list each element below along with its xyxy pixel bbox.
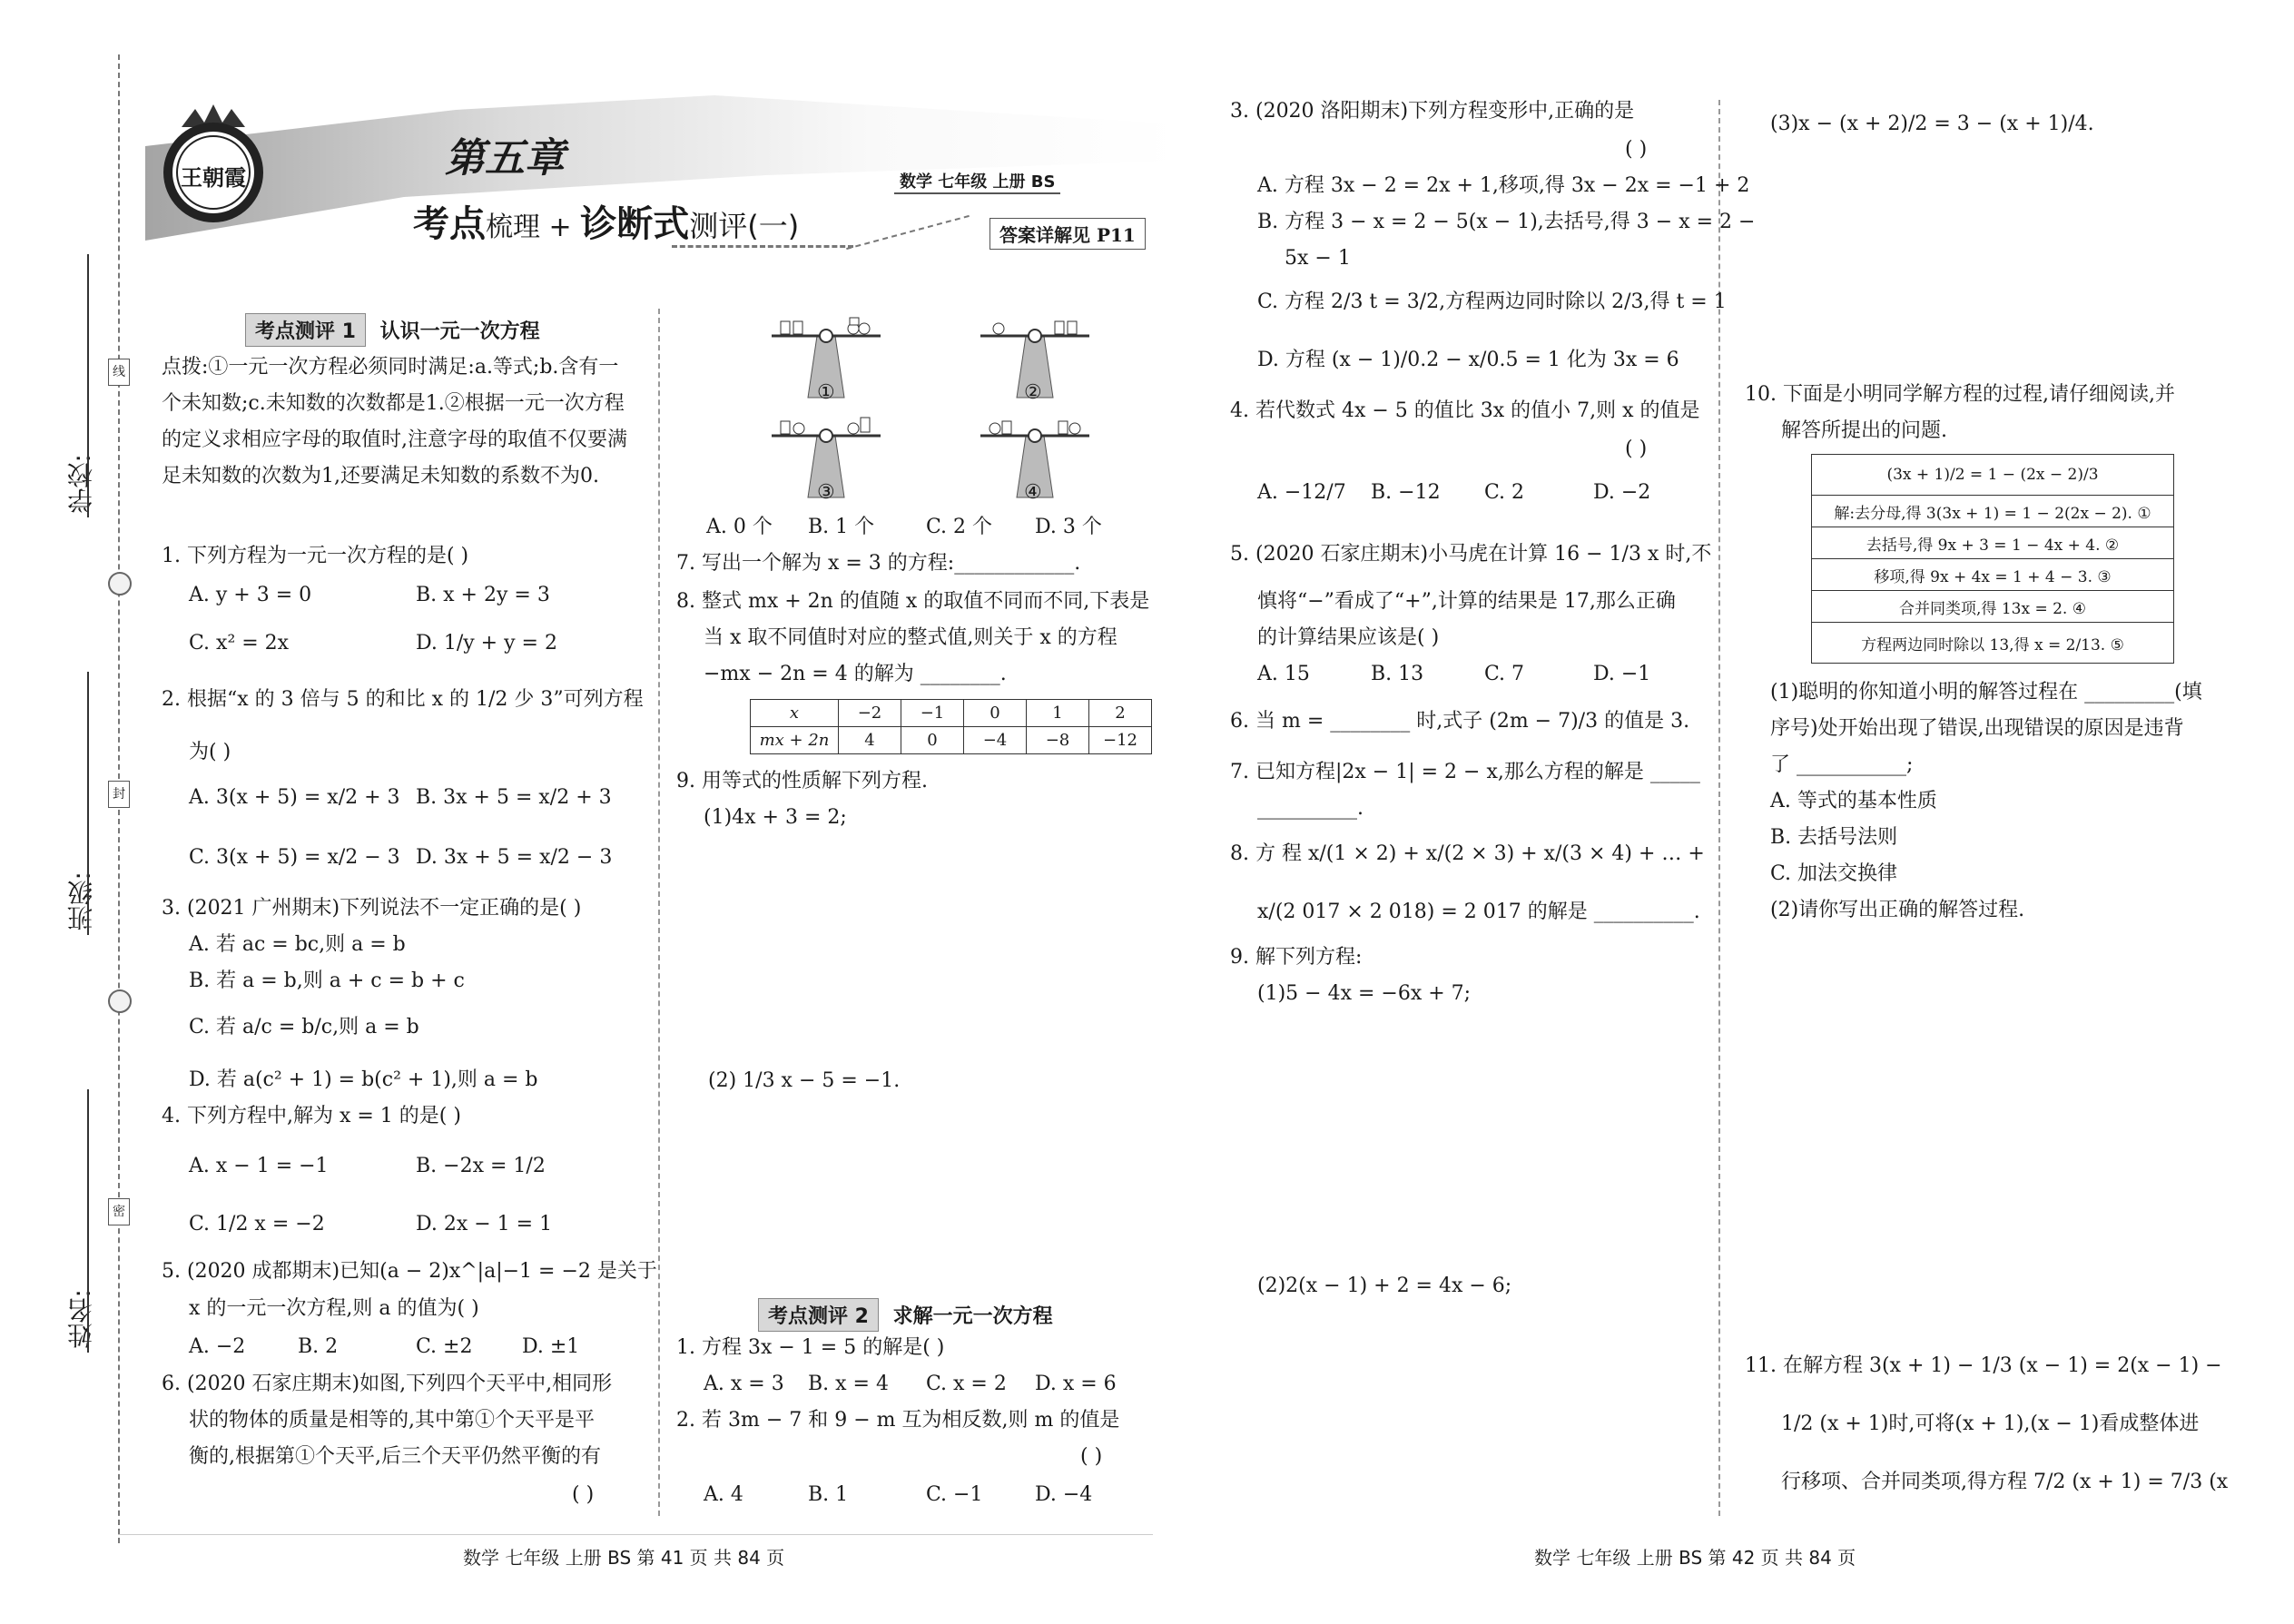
table-row <box>1812 527 2174 559</box>
question-7-cont: __________. <box>1257 797 1364 820</box>
section-tag: 考点测评 1 <box>245 313 366 347</box>
s2-q1-option-a[interactable]: A. x = 3 <box>704 1373 784 1395</box>
section-title: 认识一元一次方程 <box>379 320 540 343</box>
q1-option-a[interactable]: A. y + 3 = 0 <box>189 584 312 606</box>
q2-option-d[interactable]: D. 3x + 5 = x/2 − 3 <box>416 846 613 869</box>
table-cell: −12 <box>1089 727 1152 754</box>
name-label: 姓名: <box>66 1289 96 1349</box>
question-3: 3. (2020 洛阳期末)下列方程变形中,正确的是 <box>1230 100 1635 123</box>
q5-option-c[interactable]: C. 7 <box>1484 663 1525 685</box>
q1-option-d[interactable]: D. 1/y + y = 2 <box>416 632 557 655</box>
footer-right: 数学 七年级 上册 BS 第 42 页 共 84 页 <box>1534 1547 1856 1569</box>
s2-q2-option-c[interactable]: C. −1 <box>926 1483 983 1506</box>
question-6: 6. (2020 石家庄期末)如图,下列四个天平中,相同形 <box>162 1373 613 1395</box>
question-9-part-2: (2) 1/3 x − 5 = −1. <box>708 1069 901 1092</box>
question-10-part-2: (2)请你写出正确的解答过程. <box>1770 899 2025 921</box>
question-5: 5. (2020 石家庄期末)小马虎在计算 16 − 1/3 x 时,不 <box>1230 543 1712 566</box>
question-9-part-2: (2)2(x − 1) + 2 = 4x − 6; <box>1257 1275 1512 1297</box>
section-title: 求解一元一次方程 <box>892 1305 1053 1328</box>
question-9-part-3: (3)x − (x + 2)/2 = 3 − (x + 1)/4. <box>1770 113 2094 135</box>
q3-option-b[interactable]: B. 若 a = b,则 a + c = b + c <box>189 969 465 992</box>
q5-option-a[interactable]: A. 15 <box>1257 663 1310 685</box>
question-6-answer-paren: ( ) <box>572 1483 595 1506</box>
step-cell: 解:去分母,得 3(3x + 1) = 1 − 2(2x − 2). ① <box>1812 496 2174 527</box>
question-5-cont: x 的一元一次方程,则 a 的值为( ) <box>189 1297 479 1320</box>
table-cell: 0 <box>901 727 964 754</box>
question-4-paren: ( ) <box>1625 438 1648 460</box>
footer-rule <box>118 1534 1153 1535</box>
q4-option-a[interactable]: A. x − 1 = −1 <box>189 1155 329 1177</box>
q4-option-c[interactable]: C. 2 <box>1484 481 1525 504</box>
s2-q1-option-d[interactable]: D. x = 6 <box>1035 1373 1117 1395</box>
binding-hole-icon <box>108 572 132 595</box>
question-9: 9. 用等式的性质解下列方程. <box>676 770 928 792</box>
table-header-cell: 2 <box>1089 700 1152 727</box>
question-10: 10. 下面是小明同学解方程的过程,请仔细阅读,并 <box>1745 383 2175 406</box>
chapter-title: 第五章 <box>445 135 565 182</box>
title-connector <box>846 215 970 250</box>
step-cell: 去括号,得 9x + 3 = 1 − 4x + 4. ② <box>1812 527 2174 559</box>
answer-space[interactable] <box>1770 935 2242 1316</box>
question-10-part-1: (1)聪明的你知道小明的解答过程在 _________(填 <box>1770 681 2202 704</box>
question-8: 8. 整式 mx + 2n 的值随 x 的取值不同而不同,下表是 <box>676 590 1150 613</box>
table-cell: −8 <box>1027 727 1089 754</box>
question-9-part-1: (1)5 − 4x = −6x + 7; <box>1257 982 1472 1005</box>
question-7: 7. 已知方程|2x − 1| = 2 − x,那么方程的解是 _____ <box>1230 761 1700 783</box>
q3-option-c[interactable]: C. 方程 2/3 t = 3/2,方程两边同时除以 2/3,得 t = 1 <box>1257 290 1727 313</box>
s2-q2-option-a[interactable]: A. 4 <box>704 1483 743 1506</box>
step-cell: 移项,得 9x + 4x = 1 + 4 − 3. ③ <box>1812 559 2174 591</box>
q4-option-d[interactable]: D. −2 <box>1593 481 1651 504</box>
table-header-cell: x <box>751 700 839 727</box>
scale-label-2: ② <box>1024 381 1042 404</box>
answer-space[interactable] <box>704 844 1139 1062</box>
seal-mark-2: 封 <box>108 781 130 808</box>
footer-left: 数学 七年级 上册 BS 第 41 页 共 84 页 <box>463 1547 785 1569</box>
question-4: 4. 下列方程中,解为 x = 1 的是( ) <box>162 1105 461 1127</box>
step-cell: 合并同类项,得 13x = 2. ④ <box>1812 591 2174 623</box>
question-10-part-1-line-3: 了 ___________; <box>1770 753 1914 776</box>
q6-option-a[interactable]: A. 0 个 <box>706 516 773 538</box>
q10-option-c[interactable]: C. 加法交换律 <box>1770 862 1898 885</box>
step-cell: 方程两边同时除以 13,得 x = 2/13. ⑤ <box>1812 623 2174 664</box>
q3-option-b[interactable]: B. 方程 3 − x = 2 − 5(x − 1),去括号,得 3 − x = 2 − <box>1257 211 1756 233</box>
q2-option-a[interactable]: A. 3(x + 5) = x/2 + 3 <box>189 786 400 809</box>
binding-hole-icon <box>108 989 132 1013</box>
q3-option-d[interactable]: D. 若 a(c² + 1) = b(c² + 1),则 a = b <box>189 1068 538 1091</box>
q3-option-a[interactable]: A. 若 ac = bc,则 a = b <box>189 933 406 956</box>
question-2: 2. 根据“x 的 3 倍与 5 的和比 x 的 1/2 少 3”可列方程 <box>162 688 644 711</box>
table-row <box>1812 559 2174 591</box>
answer-reference: 答案详解见 P11 <box>989 218 1146 250</box>
page-title: 考点梳理 + 诊断式测评(一) <box>413 203 800 245</box>
seal-mark-3: 密 <box>108 1198 130 1225</box>
q5-option-b[interactable]: B. 2 <box>298 1335 339 1358</box>
question-11: 11. 在解方程 3(x + 1) − 1/3 (x − 1) = 2(x − 1) − <box>1745 1354 2222 1377</box>
q6-option-d[interactable]: D. 3 个 <box>1035 516 1102 538</box>
school-field[interactable] <box>87 254 89 517</box>
logo <box>154 100 272 227</box>
q2-option-b[interactable]: B. 3x + 5 = x/2 + 3 <box>416 786 612 809</box>
section-tag: 考点测评 2 <box>758 1298 879 1332</box>
question-9: 9. 解下列方程: <box>1230 946 1363 969</box>
q4-option-b[interactable]: B. −2x = 1/2 <box>416 1155 546 1177</box>
question-6: 6. 当 m = ________ 时,式子 (2m − 7)/3 的值是 3. <box>1230 710 1690 733</box>
question-8-line-2: 当 x 取不同值时对应的整式值,则关于 x 的方程 <box>704 626 1117 649</box>
table-cell: 4 <box>839 727 901 754</box>
question-11-line-3: 行移项、合并同类项,得方程 7/2 (x + 1) = 7/3 (x <box>1781 1471 2229 1493</box>
q5-option-d[interactable]: D. ±1 <box>522 1335 580 1358</box>
section-2-header <box>758 1298 1053 1332</box>
table-row <box>751 700 1152 727</box>
q2-option-c[interactable]: C. 3(x + 5) = x/2 − 3 <box>189 846 400 869</box>
question-5-line-3: 的计算结果应该是( ) <box>1257 626 1440 649</box>
answer-space[interactable] <box>1257 1017 1693 1271</box>
answer-space[interactable] <box>704 1107 1139 1289</box>
scale-label-3: ③ <box>817 481 835 504</box>
scale-label-1: ① <box>817 381 835 404</box>
seal-mark-1: 线 <box>108 359 130 386</box>
question-6-line-3: 衡的,根据第①个天平,后三个天平仍然平衡的有 <box>189 1445 601 1468</box>
s2-q2-option-d[interactable]: D. −4 <box>1035 1483 1093 1506</box>
question-8-cont: x/(2 017 × 2 018) = 2 017 的解是 __________. <box>1257 901 1700 923</box>
q10-option-b[interactable]: B. 去括号法则 <box>1770 826 1898 849</box>
q1-option-c[interactable]: C. x² = 2x <box>189 632 290 655</box>
q4-option-b[interactable]: B. −12 <box>1371 481 1441 504</box>
q6-option-c[interactable]: C. 2 个 <box>926 516 993 538</box>
table-cell: −4 <box>964 727 1027 754</box>
q5-option-c[interactable]: C. ±2 <box>416 1335 473 1358</box>
q4-option-a[interactable]: A. −12/7 <box>1257 481 1346 504</box>
question-10-cont: 解答所提出的问题. <box>1781 419 1947 442</box>
question-8: 8. 方 程 x/(1 × 2) + x/(2 × 3) + x/(3 × 4) + … + <box>1230 842 1705 865</box>
subject-tag: 数学 七年级 上册 BS <box>894 169 1060 194</box>
q4-option-c[interactable]: C. 1/2 x = −2 <box>189 1213 325 1235</box>
name-field[interactable] <box>87 1089 89 1353</box>
question-3-paren: ( ) <box>1625 138 1648 161</box>
question-5-line-2: 慎将“−”看成了“+”,计算的结果是 17,那么正确 <box>1257 590 1676 613</box>
s2-q1-option-b[interactable]: B. x = 4 <box>808 1373 889 1395</box>
q5-option-a[interactable]: A. −2 <box>189 1335 246 1358</box>
solution-steps-table <box>1811 454 2174 664</box>
s2-q2-option-b[interactable]: B. 1 <box>808 1483 849 1506</box>
class-label: 班级: <box>66 871 96 931</box>
table-header-cell: 0 <box>964 700 1027 727</box>
q3-option-c[interactable]: C. 若 a/c = b/c,则 a = b <box>189 1016 419 1038</box>
q1-option-b[interactable]: B. x + 2y = 3 <box>416 584 550 606</box>
question-8-line-3: −mx − 2n = 4 的解为 ________. <box>704 663 1007 685</box>
q10-option-a[interactable]: A. 等式的基本性质 <box>1770 790 1937 812</box>
question-7: 7. 写出一个解为 x = 3 的方程:____________. <box>676 552 1081 575</box>
value-table <box>750 699 1152 754</box>
question-6-line-2: 状的物体的质量是相等的,其中第①个天平是平 <box>189 1409 595 1432</box>
s2-question-2: 2. 若 3m − 7 和 9 − m 互为相反数,则 m 的值是 <box>676 1409 1120 1432</box>
table-header-cell: −1 <box>901 700 964 727</box>
table-header-cell: 1 <box>1027 700 1089 727</box>
q4-option-d[interactable]: D. 2x − 1 = 1 <box>416 1213 553 1235</box>
q6-option-b[interactable]: B. 1 个 <box>808 516 875 538</box>
table-cell: mx + 2n <box>751 727 839 754</box>
answer-space[interactable] <box>1770 154 2242 363</box>
table-row <box>1812 455 2174 496</box>
s2-q1-option-c[interactable]: C. x = 2 <box>926 1373 1007 1395</box>
question-5: 5. (2020 成都期末)已知(a − 2)x^|a|−1 = −2 是关于 <box>162 1260 657 1283</box>
table-row <box>751 727 1152 754</box>
question-11-line-2: 1/2 (x + 1)时,可将(x + 1),(x − 1)看成整体进 <box>1781 1412 2200 1435</box>
section-1-header <box>245 313 540 347</box>
question-2-cont: 为( ) <box>189 741 231 763</box>
title-underline <box>672 245 853 248</box>
question-10-part-1-line-2: 序号)处开始出现了错误,出现错误的原因是违背 <box>1770 717 2184 740</box>
table-row <box>1812 623 2174 664</box>
q3-option-a[interactable]: A. 方程 3x − 2 = 2x + 1,移项,得 3x − 2x = −1 + 2 <box>1257 174 1750 197</box>
answer-space[interactable] <box>1257 1307 1693 1516</box>
q5-option-b[interactable]: B. 13 <box>1371 663 1424 685</box>
logo-text: 王朝霞 <box>181 164 246 191</box>
step-cell: (3x + 1)/2 = 1 − (2x − 2)/3 <box>1812 455 2174 496</box>
school-label: 学校: <box>66 454 96 514</box>
column-divider <box>658 309 660 1516</box>
question-3: 3. (2021 广州期末)下列说法不一定正确的是( ) <box>162 897 582 920</box>
scale-label-4: ④ <box>1024 481 1042 504</box>
q3-option-d[interactable]: D. 方程 (x − 1)/0.2 − x/0.5 = 1 化为 3x = 6 <box>1257 349 1679 371</box>
q3-option-b-cont: 5x − 1 <box>1285 247 1351 270</box>
question-4: 4. 若代数式 4x − 5 的值比 3x 的值小 7,则 x 的值是 <box>1230 399 1700 422</box>
table-row <box>1812 496 2174 527</box>
q5-option-d[interactable]: D. −1 <box>1593 663 1651 685</box>
tips-paragraph: 点拨:①一元一次方程必须同时满足:a.等式;b.含有一个未知数;c.未知数的次数都是1.②根据一元一次方程的定义求相应字母的取值时,注意字母的取值不仅要满足未知数的次数为1,还要满足未知数的系数不为0. <box>162 356 627 487</box>
question-9-part-1: (1)4x + 3 = 2; <box>704 806 847 829</box>
table-row <box>1812 591 2174 623</box>
class-field[interactable] <box>87 672 89 935</box>
question-1: 1. 下列方程为一元一次方程的是( ) <box>162 545 469 567</box>
s2-question-1: 1. 方程 3x − 1 = 5 的解是( ) <box>676 1336 945 1359</box>
s2-question-2-paren: ( ) <box>1080 1445 1103 1468</box>
table-header-cell: −2 <box>839 700 901 727</box>
